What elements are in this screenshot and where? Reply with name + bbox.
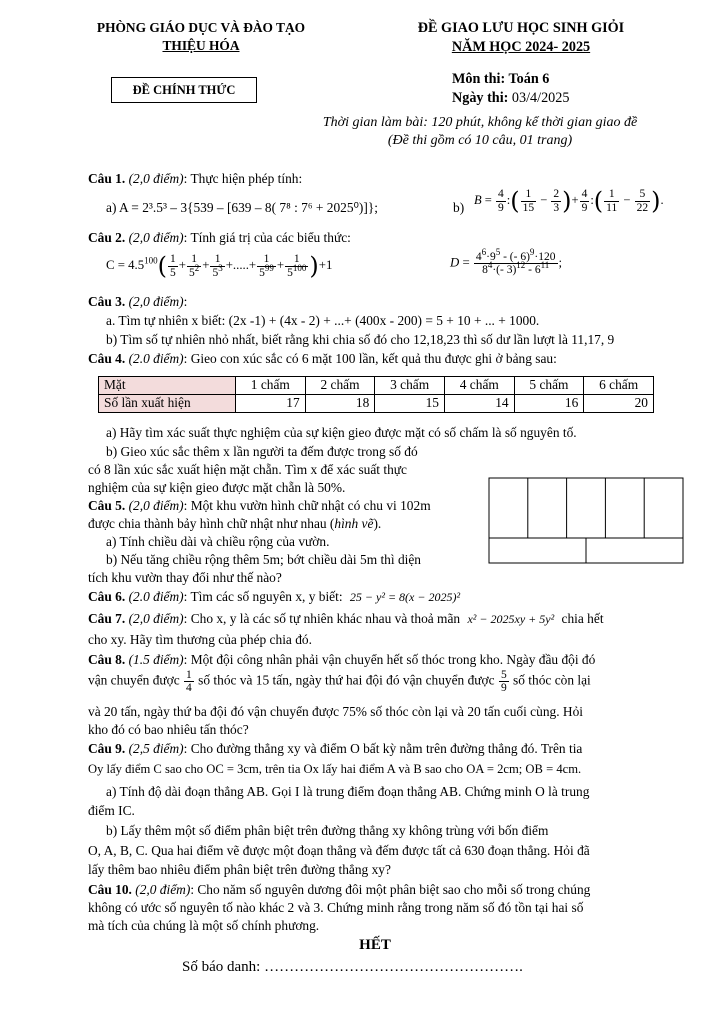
q6-text: : Tìm các số nguyên x, y biết: xyxy=(183,589,343,604)
q2-title: Câu 2. xyxy=(88,230,126,245)
time-note: Thời gian làm bài: 120 phút, không kể thời gian giao đề xyxy=(322,115,638,130)
q4-b-line1: b) Gieo xúc sắc thêm x lần người ta đếm được trong số đó xyxy=(106,444,418,459)
q4-header xyxy=(88,351,557,368)
q4-a: a) Hãy tìm xác suất thực nghiệm của sự kiện gieo được mặt có số chấm là số nguyên tố. xyxy=(106,425,577,440)
q3-text: : xyxy=(183,294,188,309)
date-label: Ngày thi: xyxy=(452,90,509,106)
dice-frequency-table xyxy=(98,376,654,413)
q2-c-expr: $C = 4.5^{100}$( $\frac{1}{5}$ + $\frac{1}{5^2}$ + $\frac{1}{5^3}$ +.....+ $\frac{1}{5^{99}}$ + $\frac{1}{5^{100}}$ )+1 xyxy=(106,252,333,280)
q1-header xyxy=(88,171,302,188)
q2-points: (2,0 điểm) xyxy=(128,230,184,245)
q7-points: (2,0 điểm) xyxy=(128,611,184,626)
dept-line2 xyxy=(56,38,346,55)
q5-text2-italic: hình vẽ xyxy=(334,516,374,531)
q5-text1: : Một khu vườn hình chữ nhật có chu vi 102m xyxy=(183,498,431,513)
q3-title: Câu 3. xyxy=(88,294,126,309)
q5-b-line2: tích khu vườn thay đổi như thế nào? xyxy=(88,570,282,585)
q8-frac1-num: 1 xyxy=(186,669,192,681)
q8-fraction1 xyxy=(184,669,194,694)
q9-a-line2: điểm IC. xyxy=(88,803,135,818)
pages-note: (Đề thi gồm có 10 câu, 01 trang) xyxy=(387,133,573,148)
q1-title: Câu 1. xyxy=(88,171,126,186)
q8-frac2-den: 9 xyxy=(500,682,507,695)
q7-text1: : Cho x, y là các số tự nhiên khác nhau và thoả mãn xyxy=(183,611,461,626)
q7-line2: cho xy. Hãy tìm thương của phép chia đó. xyxy=(88,632,312,647)
exam-title-line2 xyxy=(368,39,674,57)
q9-line2: Oy lấy điểm C sao cho OC = 3cm, trên tia Ox lấy hai điểm A và B sao cho OA = 2cm; OB = 4cm. xyxy=(88,762,582,776)
q8-line4: kho đó có bao nhiêu tấn thóc? xyxy=(88,722,249,737)
q6-expr: 25 − y² = 8(x − 2025)² xyxy=(349,590,461,604)
q3-b: b) Tìm số tự nhiên nhỏ nhất, biết rằng khi chia số đó cho 12,18,23 thì số dư lần lượt là 11,17, 9 xyxy=(106,332,615,347)
subject-label: Môn thi: Toán 6 xyxy=(452,71,550,87)
q9-b-line2: O, A, B, C. Qua hai điểm vẽ được một đoạn thẳng và đếm được tất cả 630 đoạn thẳng. Hỏi đã xyxy=(88,843,590,858)
dept-line2-text: THIỆU HÓA xyxy=(162,38,240,53)
table-cell: 17 xyxy=(236,394,306,412)
q5-title: Câu 5. xyxy=(88,498,126,513)
official-badge: ĐỀ CHÍNH THỨC xyxy=(111,77,257,103)
table-header-cell: Mặt xyxy=(99,377,236,395)
q3-a: a. Tìm tự nhiên x biết: (2x -1) + (4x - 2) + ...+ (400x - 200) = 5 + 10 + ... + 1000. xyxy=(106,313,540,328)
q5-header xyxy=(88,498,431,515)
q4-text: : Gieo con xúc sắc có 6 mặt 100 lần, kết quả thu được ghi ở bảng sau: xyxy=(183,351,557,366)
table-header-cell: 1 chấm xyxy=(236,377,306,395)
q4-b-line2: có 8 lần xúc sắc xuất hiện mặt chẵn. Tìm x để xác suất thực xyxy=(88,462,407,477)
q1-points: (2,0 điểm) xyxy=(128,171,184,186)
q9-points: (2,5 điểm) xyxy=(128,741,184,756)
exam-title-line2-text: NĂM HỌC 2024- 2025 xyxy=(451,39,591,55)
q5-text2-end: ). xyxy=(373,516,382,531)
date-value: 03/4/2025 xyxy=(511,90,570,106)
q4-points: (2.0 điểm) xyxy=(128,351,184,366)
q10-line1 xyxy=(88,882,590,899)
q9-line1 xyxy=(88,741,582,758)
q5-text2 xyxy=(88,516,381,533)
q2-d-expr: D = $\frac{4^6\cdot 9^5 - (- 6)^9\cdot 120}{8^4\cdot(- 3)^{12} - 6^{11}}$ ; xyxy=(450,247,563,277)
table-header-cell: 5 chấm xyxy=(514,377,584,395)
q8-line2a: vận chuyển được xyxy=(88,672,180,688)
q9-a-line1: a) Tính độ dài đoạn thẳng AB. Gọi I là trung điểm đoạn thẳng AB. Chứng minh O là trung xyxy=(106,784,590,799)
q10-line3: mà tích của chúng là một số chính phương. xyxy=(88,918,320,933)
table-cell: 18 xyxy=(305,394,375,412)
q8-frac1-den: 4 xyxy=(186,682,192,695)
q7-title: Câu 7. xyxy=(88,611,126,626)
end-label: HẾT xyxy=(359,937,391,953)
q9-b-line1: b) Lấy thêm một số điểm phân biệt trên đường thẳng xy không trùng với bốn điểm xyxy=(106,823,549,838)
table-header-cell: 6 chấm xyxy=(584,377,654,395)
q3-points: (2,0 điểm) xyxy=(128,294,184,309)
q4-title: Câu 4. xyxy=(88,351,126,366)
dept-line1: PHÒNG GIÁO DỤC VÀ ĐÀO TẠO xyxy=(96,20,306,35)
q5-text2-start: được chia thành bảy hình chữ nhật như nhau ( xyxy=(88,516,335,531)
garden-figure xyxy=(488,477,684,564)
table-header-row xyxy=(99,377,654,395)
exam-title-line1: ĐỀ GIAO LƯU HỌC SINH GIỎI xyxy=(417,20,625,36)
q10-line2: không có ước số nguyên tố nào khác 2 và 3. Chứng minh rằng trong năm số đó tồn tại hai số xyxy=(88,900,584,915)
q6-line xyxy=(88,589,460,606)
q3-header xyxy=(88,294,187,311)
table-row xyxy=(99,394,654,412)
q6-points: (2.0 điểm) xyxy=(128,589,184,604)
table-header-cell: 4 chấm xyxy=(444,377,514,395)
table-cell: 15 xyxy=(375,394,445,412)
q6-title: Câu 6. xyxy=(88,589,126,604)
q1-a: a) A = 2³.5³ – 3{539 – [639 – 8( 7⁸ : 7⁶ + 2025⁰)]}; xyxy=(106,200,378,215)
q8-line3: và 20 tấn, ngày thứ ba đội đó vận chuyển được 75% số thóc còn lại và 20 tấn cuối cùng. Hỏi xyxy=(88,704,583,719)
q4-b-line3: nghiệm của sự kiện gieo được mặt chẵn là 50%. xyxy=(88,480,346,495)
table-cell: 20 xyxy=(584,394,654,412)
q8-fraction2 xyxy=(499,669,509,694)
q8-line2b: số thóc và 15 tấn, ngày thứ hai đội đó vận chuyển được xyxy=(198,672,495,688)
candidate-number-field: Số báo danh: ……………………………………………. xyxy=(182,959,523,975)
q7-text2: chia hết xyxy=(561,611,604,626)
q5-b-line1: b) Nếu tăng chiều rộng thêm 5m; bớt chiều dài 5m thì diện xyxy=(106,552,421,567)
q8-frac2-num: 5 xyxy=(500,669,507,681)
q8-line2c: số thóc còn lại xyxy=(513,672,591,688)
q1-text: : Thực hiện phép tính: xyxy=(183,171,303,186)
q10-title: Câu 10. xyxy=(88,882,132,897)
q8-title: Câu 8. xyxy=(88,652,126,667)
q9-line1-text: : Cho đường thẳng xy và điểm O bất kỳ nằm trên đường thẳng đó. Trên tia xyxy=(183,741,583,756)
q8-line2 xyxy=(88,669,688,694)
table-header-cell: 2 chấm xyxy=(305,377,375,395)
q7-expr: x² − 2025xy + 5y² xyxy=(467,612,555,626)
exam-date xyxy=(452,90,569,108)
q2-text: : Tính giá trị của các biểu thức: xyxy=(183,230,351,245)
table-cell: 14 xyxy=(444,394,514,412)
q9-b-line3: lấy thêm bao nhiêu điểm phân biệt trên đường thẳng xy? xyxy=(88,862,391,877)
q2-header xyxy=(88,230,351,247)
q10-points: (2,0 điểm) xyxy=(135,882,191,897)
q8-points: (1.5 điểm) xyxy=(128,652,184,667)
table-cell: 16 xyxy=(514,394,584,412)
table-header-cell: 3 chấm xyxy=(375,377,445,395)
q5-a: a) Tính chiều dài và chiều rộng của vườn. xyxy=(106,534,330,549)
q8-line1-text: : Một đội công nhân phải vận chuyển hết số thóc trong kho. Ngày đầu đội đó xyxy=(183,652,596,667)
q1-b-expr: B = $\frac{4}{9}$ :( $\frac{1}{15}$ − $\frac{2}{3}$ )+ $\frac{4}{9}$ :( $\frac{1}{11}$ − $\frac{5}{22}$ ). xyxy=(474,187,664,215)
q1-b-label: b) xyxy=(453,200,465,215)
q9-title: Câu 9. xyxy=(88,741,126,756)
q7-line1 xyxy=(88,611,604,628)
q10-line1-text: : Cho năm số nguyên dương đôi một phân biệt sao cho mỗi số trong chúng xyxy=(190,882,591,897)
q5-points: (2,0 điểm) xyxy=(128,498,184,513)
table-row-label: Số lần xuất hiện xyxy=(99,394,236,412)
q8-line1 xyxy=(88,652,595,669)
